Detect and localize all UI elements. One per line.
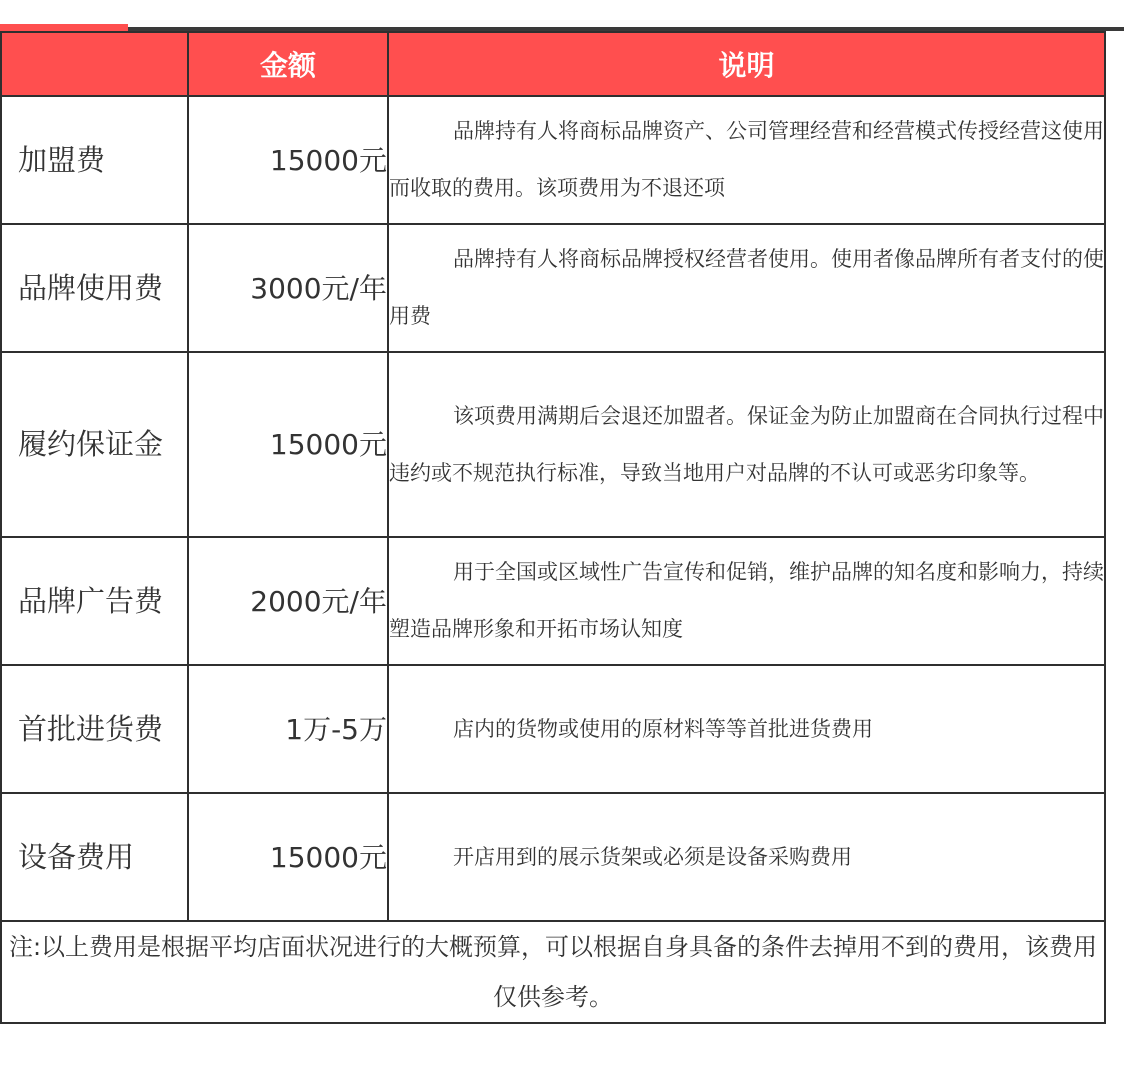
table-header-row [1, 32, 1105, 96]
header-description: 说明 [388, 32, 1105, 96]
fee-note: 注:以上费用是根据平均店面状况进行的大概预算，可以根据自身具备的条件去掉用不到的费用，该费用仅供参考。 [1, 921, 1105, 1023]
row-amount: 3000元/年 [188, 224, 388, 352]
row-amount: 2000元/年 [188, 537, 388, 665]
header-item [1, 32, 188, 96]
row-item-name: 品牌使用费 [1, 224, 188, 352]
row-description: 用于全国或区域性广告宣传和促销，维护品牌的知名度和影响力，持续塑造品牌形象和开拓市场认知度 [388, 537, 1105, 665]
table-row [1, 96, 1105, 224]
table-row [1, 793, 1105, 921]
table-note-row [1, 921, 1105, 1023]
row-description: 开店用到的展示货架或必须是设备采购费用 [388, 793, 1105, 921]
row-description: 品牌持有人将商标品牌资产、公司管理经营和经营模式传授经营这使用而收取的费用。该项费用为不退还项 [388, 96, 1105, 224]
row-amount: 15000元 [188, 96, 388, 224]
row-item-name: 首批进货费 [1, 665, 188, 793]
row-description: 该项费用满期后会退还加盟者。保证金为防止加盟商在合同执行过程中违约或不规范执行标准，导致当地用户对品牌的不认可或恶劣印象等。 [388, 352, 1105, 537]
row-item-name: 品牌广告费 [1, 537, 188, 665]
header-amount: 金额 [188, 32, 388, 96]
row-amount: 1万-5万 [188, 665, 388, 793]
row-description: 店内的货物或使用的原材料等等首批进货费用 [388, 665, 1105, 793]
row-item-name: 履约保证金 [1, 352, 188, 537]
table-row [1, 224, 1105, 352]
row-item-name: 加盟费 [1, 96, 188, 224]
top-accent-bar [0, 24, 128, 31]
row-description: 品牌持有人将商标品牌授权经营者使用。使用者像品牌所有者支付的使用费 [388, 224, 1105, 352]
table-row [1, 352, 1105, 537]
row-amount: 15000元 [188, 793, 388, 921]
row-amount: 15000元 [188, 352, 388, 537]
table-row [1, 537, 1105, 665]
franchise-fee-table [0, 31, 1106, 1024]
row-item-name: 设备费用 [1, 793, 188, 921]
table-row [1, 665, 1105, 793]
